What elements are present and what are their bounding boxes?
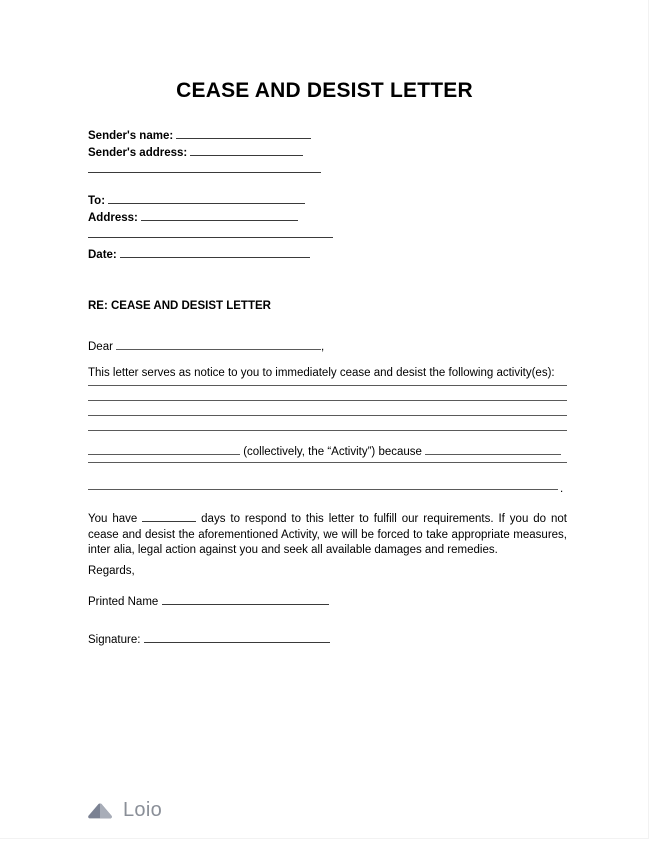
recipient-to-label: To: [88, 195, 106, 207]
printed-name-blank[interactable] [162, 593, 329, 605]
salutation-blank[interactable] [116, 338, 321, 350]
sender-name-field[interactable] [88, 127, 321, 144]
subject-line: RE: CEASE AND DESIST LETTER [88, 300, 271, 312]
activity-collectively-label: (collectively, the “Activity”) because [243, 446, 422, 458]
activity-blank-line[interactable] [88, 400, 567, 401]
sender-name-label: Sender's name: [88, 130, 174, 142]
activity-reason-final-blank[interactable] [88, 489, 558, 490]
sender-address-blank-line-2[interactable] [88, 172, 321, 173]
recipient-to-blank[interactable] [108, 192, 305, 204]
body-paragraph-part1: You have [88, 513, 138, 525]
recipient-to-field[interactable] [88, 192, 333, 209]
recipient-block [88, 192, 333, 238]
printed-name-field[interactable] [88, 593, 329, 608]
activity-reason-line[interactable] [88, 462, 567, 463]
date-field[interactable] [88, 246, 310, 263]
closing-salutation: Regards, [88, 565, 135, 577]
salutation-field[interactable] [88, 338, 324, 353]
activity-reason-blank[interactable] [425, 443, 561, 455]
body-paragraph-part2: days to respond to this letter to fulfill our requirements. If you do not cease and desist the aforementioned Activity, we will be forced to take appropriate measures, inter alia, legal action against you and seek all available damages and remedies. [88, 513, 567, 556]
activity-blank-line[interactable] [88, 385, 567, 386]
sender-address-blank[interactable] [190, 144, 303, 156]
date-block [88, 246, 310, 263]
signature-field[interactable] [88, 631, 330, 646]
signature-blank[interactable] [144, 631, 330, 643]
date-label: Date: [88, 249, 117, 261]
activity-reason-lines [88, 462, 567, 495]
activity-reason-line-final[interactable] [88, 477, 567, 495]
intro-paragraph: This letter serves as notice to you to immediately cease and desist the following activity(es): [88, 367, 555, 379]
signature-label: Signature: [88, 634, 141, 646]
page-title: CEASE AND DESIST LETTER [176, 79, 473, 102]
sender-address-field[interactable] [88, 144, 321, 161]
loio-wordmark: Loio [123, 799, 163, 821]
days-blank[interactable] [142, 511, 196, 522]
activity-terminator: . [560, 483, 564, 495]
loio-triangle-icon [85, 800, 115, 822]
body-paragraph [88, 511, 567, 559]
recipient-address-blank[interactable] [141, 209, 298, 221]
recipient-address-label: Address: [88, 212, 138, 224]
recipient-address-blank-line-2[interactable] [88, 237, 333, 238]
printed-name-label: Printed Name [88, 596, 159, 608]
sender-block [88, 127, 321, 173]
sender-name-blank[interactable] [176, 127, 311, 139]
activity-name-blank[interactable] [88, 443, 240, 455]
sender-address-label: Sender's address: [88, 147, 188, 159]
activity-blank-line[interactable] [88, 430, 567, 431]
activity-blank-lines [88, 385, 567, 445]
activity-blank-line[interactable] [88, 415, 567, 416]
activity-collectively-line [88, 443, 567, 458]
salutation-label: Dear [88, 341, 113, 353]
salutation-comma: , [320, 341, 325, 353]
footer-logo [85, 799, 162, 822]
date-blank[interactable] [120, 246, 310, 258]
recipient-address-field[interactable] [88, 209, 333, 226]
